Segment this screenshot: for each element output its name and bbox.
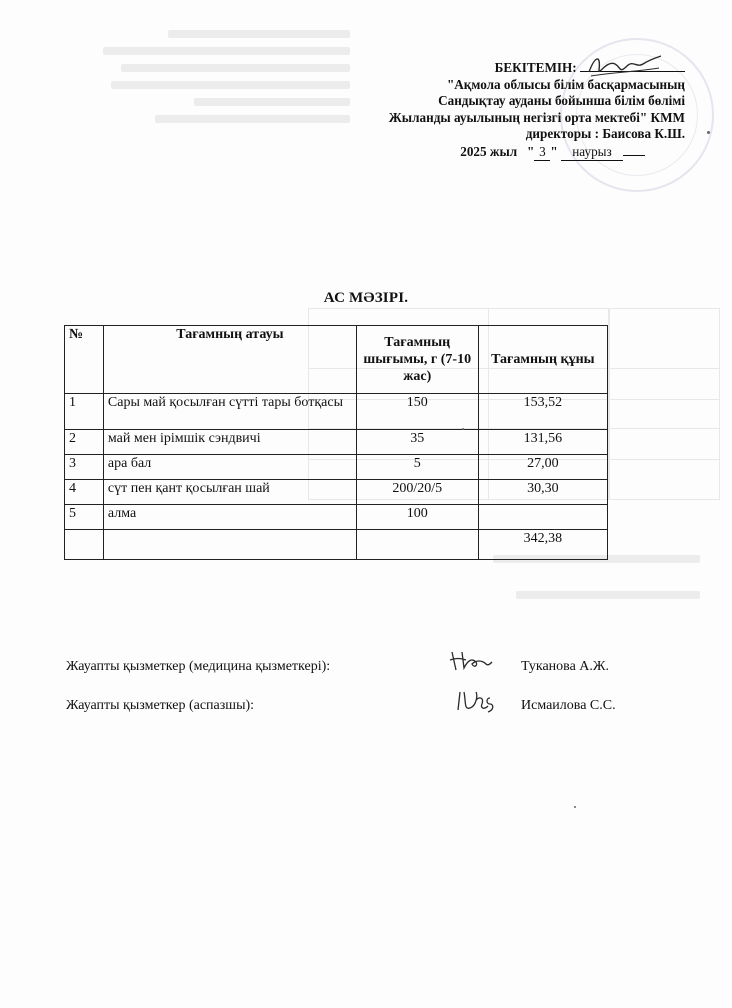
responsible-cook-name: Исмаилова С.С. xyxy=(521,698,616,713)
menu-table xyxy=(64,325,608,560)
total-empty-cell xyxy=(65,530,104,560)
approval-month: наурыз xyxy=(561,144,623,162)
row-number: 5 xyxy=(65,505,104,530)
approval-org-line1: "Ақмола облысы білім басқармасының xyxy=(446,76,685,92)
medical-signature xyxy=(446,648,496,674)
row-number: 2 xyxy=(65,430,104,455)
header-cost: Тағамның құны xyxy=(478,326,607,394)
row-dish-name: май мен ірімшік сэндвичі xyxy=(103,430,356,455)
row-cost xyxy=(478,505,607,530)
row-cost: 153,52 xyxy=(478,394,607,430)
total-empty-cell xyxy=(103,530,356,560)
responsible-medical-name: Туканова А.Ж. xyxy=(521,659,609,674)
bleed-through-header xyxy=(90,30,350,140)
row-dish-name: Сары май қосылған сүтті тары ботқасы xyxy=(103,394,356,430)
responsible-medical-label: Жауапты қызметкер (медицина қызметкері): xyxy=(66,659,331,674)
table-row xyxy=(65,394,608,430)
table-row xyxy=(65,505,608,530)
header-number: № xyxy=(65,326,104,394)
approval-year: 2025 жыл xyxy=(460,143,518,159)
approval-heading: БЕКІТЕМІН: xyxy=(494,60,577,75)
row-cost: 27,00 xyxy=(478,455,607,480)
row-yield: 150 xyxy=(356,394,478,430)
total-empty-cell xyxy=(356,530,478,560)
row-dish-name: ара бал xyxy=(103,455,356,480)
row-number: 3 xyxy=(65,455,104,480)
row-number: 4 xyxy=(65,480,104,505)
row-cost: 131,56 xyxy=(478,430,607,455)
table-total-row xyxy=(65,530,608,560)
row-dish-name: алма xyxy=(103,505,356,530)
scan-speck xyxy=(462,428,464,430)
cook-signature xyxy=(454,686,500,716)
table-row xyxy=(65,480,608,505)
table-header-row xyxy=(65,326,608,394)
scan-speck xyxy=(574,806,576,808)
date-underline xyxy=(623,143,645,156)
table-row xyxy=(65,430,608,455)
approval-org-line3: Жыланды ауылының негізгі орта мектебі" КММ xyxy=(388,109,685,125)
approval-director: директоры : Баисова К.Ш. xyxy=(525,126,685,141)
row-dish-name: сүт пен қант қосылған шай xyxy=(103,480,356,505)
director-signature xyxy=(585,50,665,80)
header-dish-name: Тағамның атауы xyxy=(103,326,356,394)
row-yield: 200/20/5 xyxy=(356,480,478,505)
row-yield: 100 xyxy=(356,505,478,530)
approval-org-line2: Сандықтау ауданы бойынша білім бөлімі xyxy=(438,93,685,108)
document-title: АС МӘЗІРІ. xyxy=(323,290,409,306)
scan-speck xyxy=(707,131,710,134)
total-cost: 342,38 xyxy=(478,530,607,560)
row-yield: 5 xyxy=(356,455,478,480)
responsible-cook-label: Жауапты қызметкер (аспазшы): xyxy=(66,698,255,713)
row-yield: 35 xyxy=(356,430,478,455)
bleed-through-footer xyxy=(470,555,700,625)
approval-date: 2025 жыл " 3 " наурыз xyxy=(325,143,645,162)
table-row xyxy=(65,455,608,480)
row-cost: 30,30 xyxy=(478,480,607,505)
approval-day: 3 xyxy=(534,144,550,162)
header-yield: Тағамның шығымы, г (7-10 жас) xyxy=(356,326,478,394)
row-number: 1 xyxy=(65,394,104,430)
